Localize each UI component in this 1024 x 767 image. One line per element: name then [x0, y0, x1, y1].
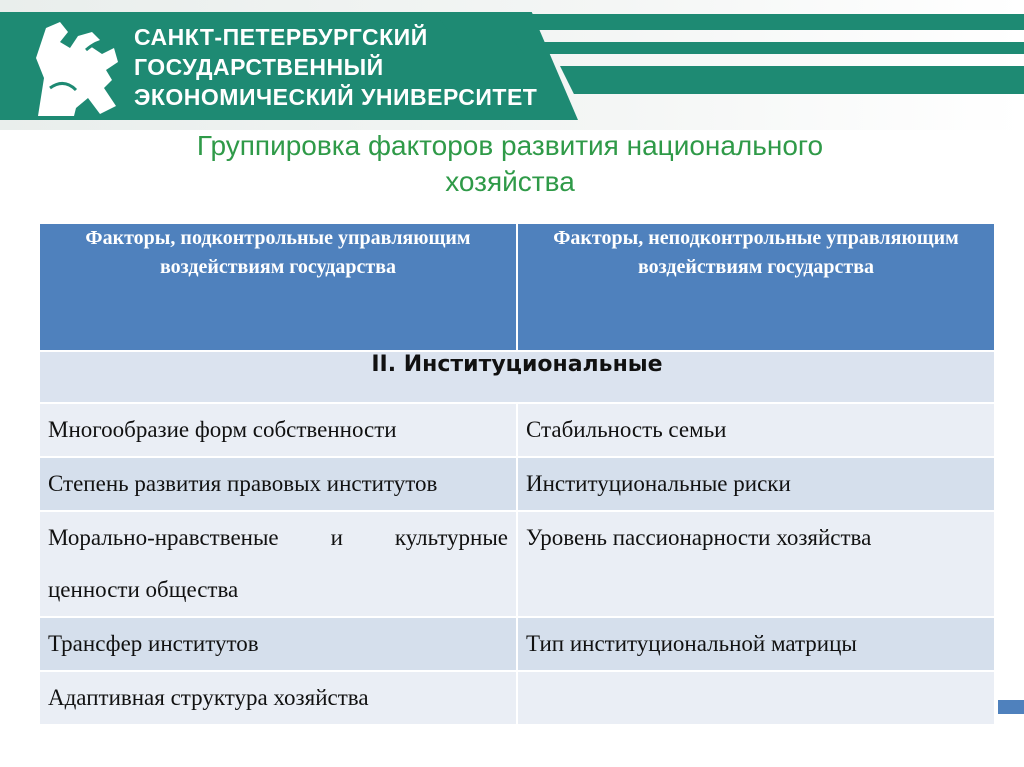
header-stripe: [514, 42, 1024, 54]
factors-table: [38, 222, 996, 726]
table-cell: Тип институциональной матрицы: [517, 617, 995, 671]
griffin-icon: [30, 18, 122, 118]
table-header-row: [39, 223, 995, 351]
table-cell: Институциональные риски: [517, 457, 995, 511]
table-row: [39, 617, 995, 671]
university-name: [134, 22, 537, 112]
section-row: [39, 351, 995, 403]
table-row: [39, 457, 995, 511]
table-cell: Стабильность семьи: [517, 403, 995, 457]
table-cell: Многообразие форм собственности: [39, 403, 517, 457]
table-cell: Морально-нравственые и культурные ценности общества: [39, 511, 517, 617]
column-header: Факторы, неподконтрольные управляющим воздействиям государства: [517, 223, 995, 351]
table-cell: Трансфер институтов: [39, 617, 517, 671]
university-name-line: ГОСУДАРСТВЕННЫЙ: [134, 54, 384, 80]
university-name-line: ЭКОНОМИЧЕСКИЙ УНИВЕРСИТЕТ: [134, 84, 538, 110]
table-cell: Уровень пассионарности хозяйства: [517, 511, 995, 617]
header-stripe: [560, 66, 1024, 94]
table-cell: Степень развития правовых институтов: [39, 457, 517, 511]
column-header: Факторы, подконтрольные управляющим воздействиям государства: [39, 223, 517, 351]
table-row: [39, 671, 995, 725]
table-row: [39, 511, 995, 617]
table-cell: [517, 671, 995, 725]
table-cell: Адаптивная структура хозяйства: [39, 671, 517, 725]
page-title: [100, 128, 920, 200]
table-row: [39, 403, 995, 457]
corner-decoration: [998, 700, 1024, 714]
university-name-line: САНКТ-ПЕТЕРБУРГСКИЙ: [134, 24, 428, 50]
section-title: II. Институциональные: [39, 351, 995, 403]
page-title-line: Группировка факторов развития национального: [196, 130, 824, 161]
page-title-line: хозяйства: [445, 166, 575, 197]
